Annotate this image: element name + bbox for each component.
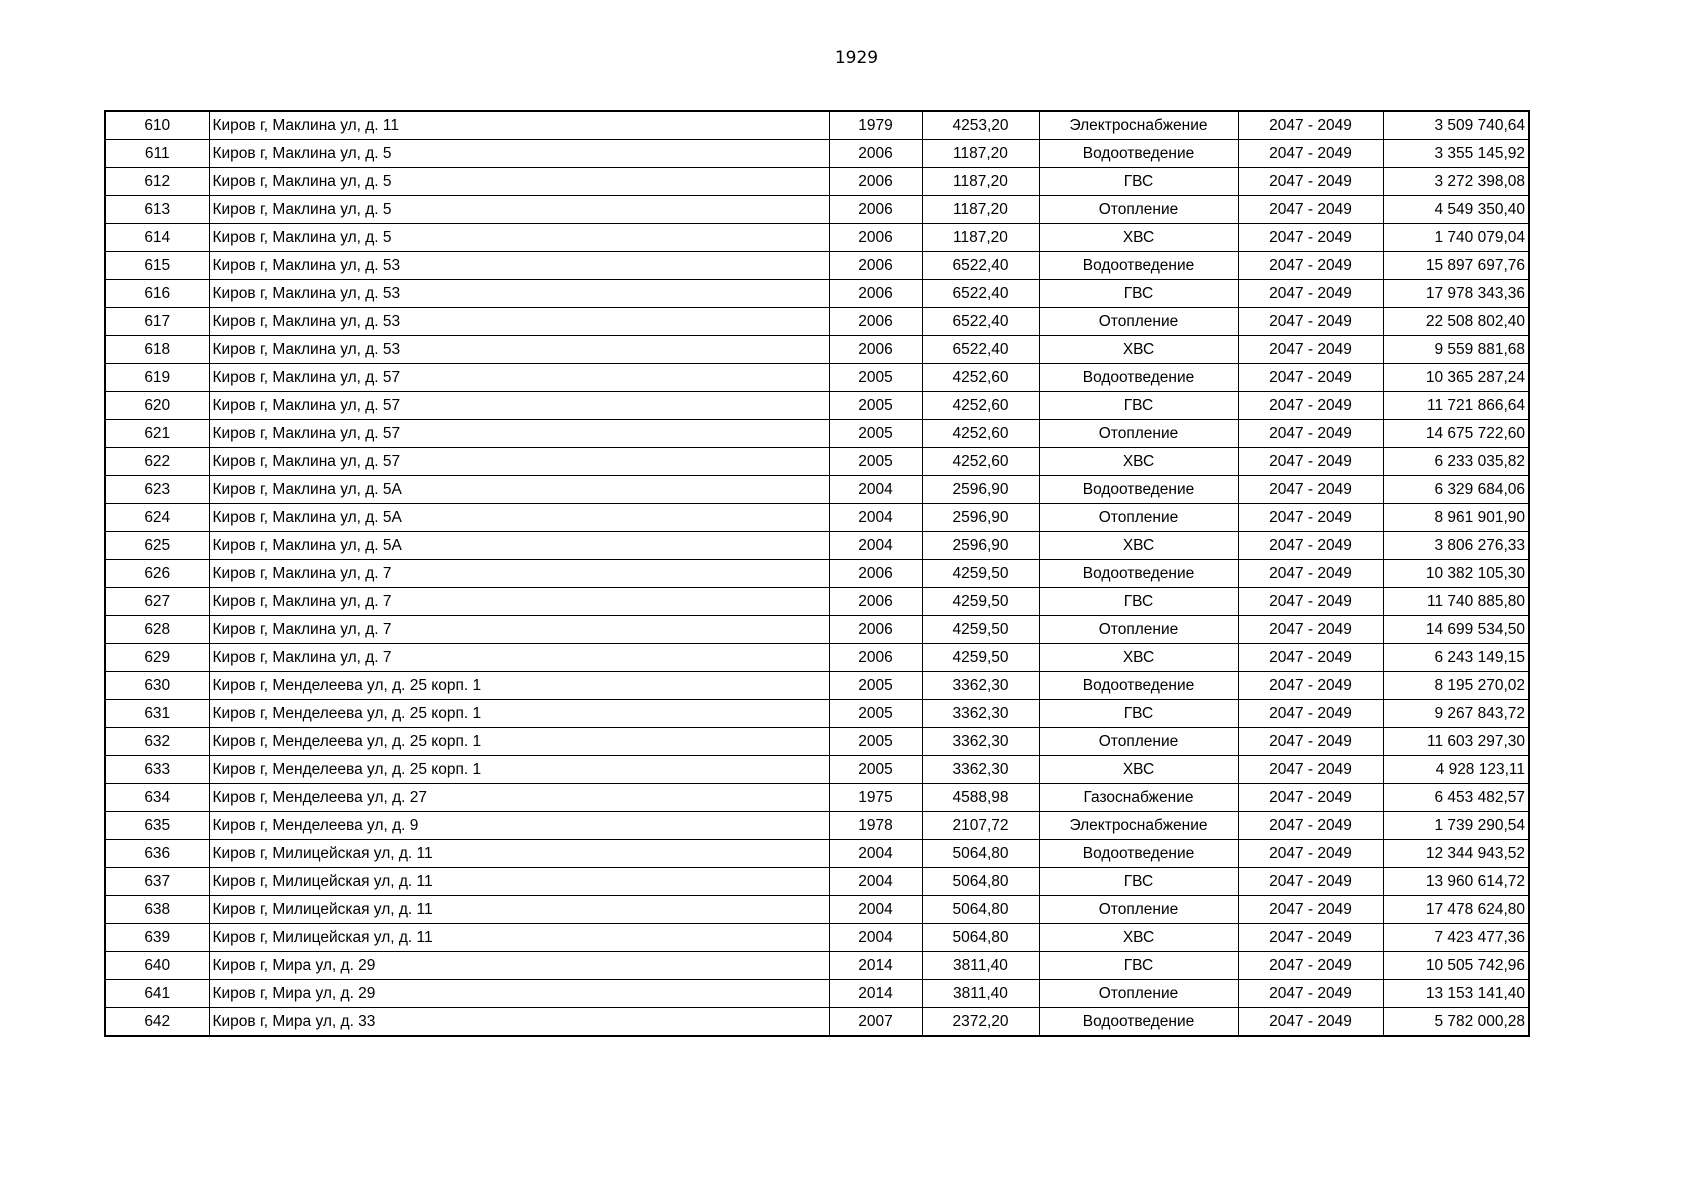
cost-cell: 5 782 000,28 — [1383, 1008, 1529, 1037]
table-row — [105, 812, 1529, 840]
period-cell: 2047 - 2049 — [1238, 532, 1383, 560]
repair-schedule-table — [104, 110, 1530, 1037]
area-cell: 4259,50 — [922, 644, 1039, 672]
build-year-cell: 2005 — [829, 672, 922, 700]
cost-cell: 6 453 482,57 — [1383, 784, 1529, 812]
cost-cell: 6 329 684,06 — [1383, 476, 1529, 504]
build-year-cell: 2006 — [829, 280, 922, 308]
build-year-cell: 2006 — [829, 308, 922, 336]
table-row — [105, 896, 1529, 924]
cost-cell: 9 267 843,72 — [1383, 700, 1529, 728]
address-cell: Киров г, Маклина ул, д. 57 — [209, 364, 829, 392]
build-year-cell: 2004 — [829, 868, 922, 896]
cost-cell: 17 978 343,36 — [1383, 280, 1529, 308]
area-cell: 2596,90 — [922, 504, 1039, 532]
area-cell: 3362,30 — [922, 700, 1039, 728]
cost-cell: 15 897 697,76 — [1383, 252, 1529, 280]
period-cell: 2047 - 2049 — [1238, 644, 1383, 672]
work-type-cell: Отопление — [1039, 196, 1238, 224]
address-cell: Киров г, Маклина ул, д. 5 — [209, 168, 829, 196]
table-row — [105, 980, 1529, 1008]
table-row — [105, 700, 1529, 728]
row-number-cell: 629 — [105, 644, 209, 672]
address-cell: Киров г, Маклина ул, д. 11 — [209, 111, 829, 140]
area-cell: 5064,80 — [922, 840, 1039, 868]
work-type-cell: Отопление — [1039, 980, 1238, 1008]
row-number-cell: 642 — [105, 1008, 209, 1037]
period-cell: 2047 - 2049 — [1238, 728, 1383, 756]
address-cell: Киров г, Милицейская ул, д. 11 — [209, 868, 829, 896]
area-cell: 4259,50 — [922, 616, 1039, 644]
build-year-cell: 2006 — [829, 336, 922, 364]
area-cell: 6522,40 — [922, 336, 1039, 364]
table-row — [105, 784, 1529, 812]
work-type-cell: Водоотведение — [1039, 252, 1238, 280]
table-row — [105, 420, 1529, 448]
address-cell: Киров г, Менделеева ул, д. 27 — [209, 784, 829, 812]
build-year-cell: 2005 — [829, 700, 922, 728]
area-cell: 5064,80 — [922, 896, 1039, 924]
table-row — [105, 532, 1529, 560]
cost-cell: 3 272 398,08 — [1383, 168, 1529, 196]
address-cell: Киров г, Менделеева ул, д. 9 — [209, 812, 829, 840]
area-cell: 4252,60 — [922, 420, 1039, 448]
work-type-cell: ХВС — [1039, 336, 1238, 364]
address-cell: Киров г, Маклина ул, д. 5А — [209, 504, 829, 532]
address-cell: Киров г, Менделеева ул, д. 25 корп. 1 — [209, 728, 829, 756]
row-number-cell: 616 — [105, 280, 209, 308]
build-year-cell: 2004 — [829, 532, 922, 560]
cost-cell: 13 153 141,40 — [1383, 980, 1529, 1008]
area-cell: 4253,20 — [922, 111, 1039, 140]
cost-cell: 4 549 350,40 — [1383, 196, 1529, 224]
row-number-cell: 626 — [105, 560, 209, 588]
area-cell: 6522,40 — [922, 308, 1039, 336]
area-cell: 5064,80 — [922, 924, 1039, 952]
area-cell: 1187,20 — [922, 140, 1039, 168]
cost-cell: 17 478 624,80 — [1383, 896, 1529, 924]
cost-cell: 3 355 145,92 — [1383, 140, 1529, 168]
table-row — [105, 588, 1529, 616]
area-cell: 1187,20 — [922, 224, 1039, 252]
area-cell: 5064,80 — [922, 868, 1039, 896]
build-year-cell: 2006 — [829, 252, 922, 280]
cost-cell: 3 806 276,33 — [1383, 532, 1529, 560]
address-cell: Киров г, Милицейская ул, д. 11 — [209, 924, 829, 952]
build-year-cell: 2006 — [829, 560, 922, 588]
period-cell: 2047 - 2049 — [1238, 756, 1383, 784]
table-row — [105, 196, 1529, 224]
address-cell: Киров г, Маклина ул, д. 5 — [209, 224, 829, 252]
row-number-cell: 633 — [105, 756, 209, 784]
work-type-cell: ГВС — [1039, 952, 1238, 980]
work-type-cell: ХВС — [1039, 924, 1238, 952]
period-cell: 2047 - 2049 — [1238, 896, 1383, 924]
build-year-cell: 1979 — [829, 111, 922, 140]
work-type-cell: Водоотведение — [1039, 140, 1238, 168]
cost-cell: 9 559 881,68 — [1383, 336, 1529, 364]
row-number-cell: 628 — [105, 616, 209, 644]
area-cell: 3362,30 — [922, 672, 1039, 700]
period-cell: 2047 - 2049 — [1238, 560, 1383, 588]
row-number-cell: 638 — [105, 896, 209, 924]
row-number-cell: 641 — [105, 980, 209, 1008]
cost-cell: 10 365 287,24 — [1383, 364, 1529, 392]
work-type-cell: Электроснабжение — [1039, 111, 1238, 140]
table-row — [105, 672, 1529, 700]
work-type-cell: ХВС — [1039, 532, 1238, 560]
area-cell: 4252,60 — [922, 392, 1039, 420]
row-number-cell: 612 — [105, 168, 209, 196]
work-type-cell: Отопление — [1039, 420, 1238, 448]
cost-cell: 3 509 740,64 — [1383, 111, 1529, 140]
table-row — [105, 952, 1529, 980]
build-year-cell: 1978 — [829, 812, 922, 840]
table-body — [105, 111, 1529, 1036]
cost-cell: 6 233 035,82 — [1383, 448, 1529, 476]
period-cell: 2047 - 2049 — [1238, 980, 1383, 1008]
table-row — [105, 448, 1529, 476]
table-row — [105, 111, 1529, 140]
address-cell: Киров г, Маклина ул, д. 57 — [209, 420, 829, 448]
address-cell: Киров г, Маклина ул, д. 5 — [209, 196, 829, 224]
work-type-cell: ГВС — [1039, 168, 1238, 196]
area-cell: 3362,30 — [922, 756, 1039, 784]
period-cell: 2047 - 2049 — [1238, 812, 1383, 840]
table-row — [105, 504, 1529, 532]
area-cell: 3811,40 — [922, 980, 1039, 1008]
cost-cell: 8 195 270,02 — [1383, 672, 1529, 700]
period-cell: 2047 - 2049 — [1238, 840, 1383, 868]
area-cell: 4252,60 — [922, 364, 1039, 392]
area-cell: 4252,60 — [922, 448, 1039, 476]
build-year-cell: 2006 — [829, 168, 922, 196]
address-cell: Киров г, Маклина ул, д. 57 — [209, 392, 829, 420]
work-type-cell: Отопление — [1039, 728, 1238, 756]
address-cell: Киров г, Маклина ул, д. 7 — [209, 616, 829, 644]
period-cell: 2047 - 2049 — [1238, 924, 1383, 952]
work-type-cell: ХВС — [1039, 448, 1238, 476]
table-row — [105, 840, 1529, 868]
period-cell: 2047 - 2049 — [1238, 252, 1383, 280]
period-cell: 2047 - 2049 — [1238, 308, 1383, 336]
row-number-cell: 640 — [105, 952, 209, 980]
row-number-cell: 630 — [105, 672, 209, 700]
period-cell: 2047 - 2049 — [1238, 364, 1383, 392]
work-type-cell: Отопление — [1039, 308, 1238, 336]
table-row — [105, 280, 1529, 308]
table-row — [105, 252, 1529, 280]
work-type-cell: ГВС — [1039, 868, 1238, 896]
table-row — [105, 364, 1529, 392]
address-cell: Киров г, Менделеева ул, д. 25 корп. 1 — [209, 672, 829, 700]
row-number-cell: 613 — [105, 196, 209, 224]
period-cell: 2047 - 2049 — [1238, 224, 1383, 252]
row-number-cell: 611 — [105, 140, 209, 168]
row-number-cell: 610 — [105, 111, 209, 140]
area-cell: 4259,50 — [922, 588, 1039, 616]
period-cell: 2047 - 2049 — [1238, 476, 1383, 504]
area-cell: 1187,20 — [922, 196, 1039, 224]
build-year-cell: 2006 — [829, 224, 922, 252]
cost-cell: 14 675 722,60 — [1383, 420, 1529, 448]
table-row — [105, 756, 1529, 784]
cost-cell: 11 740 885,80 — [1383, 588, 1529, 616]
build-year-cell: 2006 — [829, 196, 922, 224]
address-cell: Киров г, Маклина ул, д. 7 — [209, 644, 829, 672]
cost-cell: 1 740 079,04 — [1383, 224, 1529, 252]
cost-cell: 1 739 290,54 — [1383, 812, 1529, 840]
address-cell: Киров г, Менделеева ул, д. 25 корп. 1 — [209, 756, 829, 784]
area-cell: 2372,20 — [922, 1008, 1039, 1037]
build-year-cell: 2004 — [829, 924, 922, 952]
address-cell: Киров г, Маклина ул, д. 7 — [209, 560, 829, 588]
period-cell: 2047 - 2049 — [1238, 448, 1383, 476]
period-cell: 2047 - 2049 — [1238, 700, 1383, 728]
address-cell: Киров г, Маклина ул, д. 53 — [209, 280, 829, 308]
address-cell: Киров г, Милицейская ул, д. 11 — [209, 896, 829, 924]
build-year-cell: 2005 — [829, 728, 922, 756]
address-cell: Киров г, Мира ул, д. 33 — [209, 1008, 829, 1037]
work-type-cell: Водоотведение — [1039, 476, 1238, 504]
row-number-cell: 622 — [105, 448, 209, 476]
build-year-cell: 2004 — [829, 896, 922, 924]
period-cell: 2047 - 2049 — [1238, 140, 1383, 168]
table-row — [105, 224, 1529, 252]
table-row — [105, 868, 1529, 896]
cost-cell: 12 344 943,52 — [1383, 840, 1529, 868]
cost-cell: 11 603 297,30 — [1383, 728, 1529, 756]
row-number-cell: 623 — [105, 476, 209, 504]
period-cell: 2047 - 2049 — [1238, 616, 1383, 644]
build-year-cell: 2005 — [829, 448, 922, 476]
row-number-cell: 634 — [105, 784, 209, 812]
build-year-cell: 2014 — [829, 952, 922, 980]
address-cell: Киров г, Мира ул, д. 29 — [209, 952, 829, 980]
row-number-cell: 635 — [105, 812, 209, 840]
area-cell: 1187,20 — [922, 168, 1039, 196]
period-cell: 2047 - 2049 — [1238, 168, 1383, 196]
row-number-cell: 624 — [105, 504, 209, 532]
row-number-cell: 621 — [105, 420, 209, 448]
period-cell: 2047 - 2049 — [1238, 280, 1383, 308]
address-cell: Киров г, Маклина ул, д. 53 — [209, 336, 829, 364]
work-type-cell: ГВС — [1039, 392, 1238, 420]
work-type-cell: Отопление — [1039, 896, 1238, 924]
build-year-cell: 2006 — [829, 588, 922, 616]
cost-cell: 13 960 614,72 — [1383, 868, 1529, 896]
area-cell: 3362,30 — [922, 728, 1039, 756]
build-year-cell: 2007 — [829, 1008, 922, 1037]
area-cell: 2107,72 — [922, 812, 1039, 840]
period-cell: 2047 - 2049 — [1238, 672, 1383, 700]
row-number-cell: 614 — [105, 224, 209, 252]
area-cell: 6522,40 — [922, 252, 1039, 280]
build-year-cell: 2005 — [829, 364, 922, 392]
work-type-cell: Водоотведение — [1039, 560, 1238, 588]
table-row — [105, 616, 1529, 644]
build-year-cell: 1975 — [829, 784, 922, 812]
cost-cell: 7 423 477,36 — [1383, 924, 1529, 952]
work-type-cell: Отопление — [1039, 616, 1238, 644]
area-cell: 2596,90 — [922, 476, 1039, 504]
period-cell: 2047 - 2049 — [1238, 952, 1383, 980]
table-row — [105, 1008, 1529, 1037]
period-cell: 2047 - 2049 — [1238, 1008, 1383, 1037]
period-cell: 2047 - 2049 — [1238, 111, 1383, 140]
cost-cell: 6 243 149,15 — [1383, 644, 1529, 672]
address-cell: Киров г, Менделеева ул, д. 25 корп. 1 — [209, 700, 829, 728]
build-year-cell: 2014 — [829, 980, 922, 1008]
row-number-cell: 619 — [105, 364, 209, 392]
row-number-cell: 637 — [105, 868, 209, 896]
work-type-cell: ГВС — [1039, 588, 1238, 616]
period-cell: 2047 - 2049 — [1238, 868, 1383, 896]
table-row — [105, 308, 1529, 336]
build-year-cell: 2004 — [829, 476, 922, 504]
address-cell: Киров г, Маклина ул, д. 5 — [209, 140, 829, 168]
work-type-cell: ХВС — [1039, 756, 1238, 784]
period-cell: 2047 - 2049 — [1238, 196, 1383, 224]
work-type-cell: ХВС — [1039, 224, 1238, 252]
work-type-cell: Водоотведение — [1039, 840, 1238, 868]
address-cell: Киров г, Мира ул, д. 29 — [209, 980, 829, 1008]
address-cell: Киров г, Маклина ул, д. 53 — [209, 308, 829, 336]
address-cell: Киров г, Милицейская ул, д. 11 — [209, 840, 829, 868]
period-cell: 2047 - 2049 — [1238, 420, 1383, 448]
cost-cell: 10 505 742,96 — [1383, 952, 1529, 980]
work-type-cell: Водоотведение — [1039, 672, 1238, 700]
row-number-cell: 639 — [105, 924, 209, 952]
address-cell: Киров г, Маклина ул, д. 53 — [209, 252, 829, 280]
address-cell: Киров г, Маклина ул, д. 7 — [209, 588, 829, 616]
build-year-cell: 2004 — [829, 504, 922, 532]
period-cell: 2047 - 2049 — [1238, 504, 1383, 532]
cost-cell: 10 382 105,30 — [1383, 560, 1529, 588]
row-number-cell: 631 — [105, 700, 209, 728]
address-cell: Киров г, Маклина ул, д. 5А — [209, 532, 829, 560]
build-year-cell: 2006 — [829, 644, 922, 672]
build-year-cell: 2004 — [829, 840, 922, 868]
address-cell: Киров г, Маклина ул, д. 5А — [209, 476, 829, 504]
area-cell: 6522,40 — [922, 280, 1039, 308]
table-row — [105, 336, 1529, 364]
row-number-cell: 618 — [105, 336, 209, 364]
row-number-cell: 632 — [105, 728, 209, 756]
build-year-cell: 2005 — [829, 420, 922, 448]
work-type-cell: Водоотведение — [1039, 364, 1238, 392]
row-number-cell: 636 — [105, 840, 209, 868]
build-year-cell: 2006 — [829, 616, 922, 644]
table-row — [105, 140, 1529, 168]
area-cell: 3811,40 — [922, 952, 1039, 980]
work-type-cell: ГВС — [1039, 700, 1238, 728]
area-cell: 4259,50 — [922, 560, 1039, 588]
build-year-cell: 2005 — [829, 392, 922, 420]
area-cell: 2596,90 — [922, 532, 1039, 560]
period-cell: 2047 - 2049 — [1238, 392, 1383, 420]
work-type-cell: Водоотведение — [1039, 1008, 1238, 1037]
row-number-cell: 627 — [105, 588, 209, 616]
row-number-cell: 620 — [105, 392, 209, 420]
table-row — [105, 924, 1529, 952]
period-cell: 2047 - 2049 — [1238, 784, 1383, 812]
period-cell: 2047 - 2049 — [1238, 336, 1383, 364]
area-cell: 4588,98 — [922, 784, 1039, 812]
table-row — [105, 168, 1529, 196]
address-cell: Киров г, Маклина ул, д. 57 — [209, 448, 829, 476]
table-row — [105, 728, 1529, 756]
work-type-cell: ГВС — [1039, 280, 1238, 308]
row-number-cell: 625 — [105, 532, 209, 560]
row-number-cell: 617 — [105, 308, 209, 336]
table-row — [105, 476, 1529, 504]
period-cell: 2047 - 2049 — [1238, 588, 1383, 616]
work-type-cell: Отопление — [1039, 504, 1238, 532]
work-type-cell: ХВС — [1039, 644, 1238, 672]
table-row — [105, 392, 1529, 420]
table-row — [105, 644, 1529, 672]
cost-cell: 11 721 866,64 — [1383, 392, 1529, 420]
cost-cell: 4 928 123,11 — [1383, 756, 1529, 784]
cost-cell: 22 508 802,40 — [1383, 308, 1529, 336]
cost-cell: 8 961 901,90 — [1383, 504, 1529, 532]
table-row — [105, 560, 1529, 588]
row-number-cell: 615 — [105, 252, 209, 280]
build-year-cell: 2005 — [829, 756, 922, 784]
work-type-cell: Газоснабжение — [1039, 784, 1238, 812]
cost-cell: 14 699 534,50 — [1383, 616, 1529, 644]
build-year-cell: 2006 — [829, 140, 922, 168]
work-type-cell: Электроснабжение — [1039, 812, 1238, 840]
page-number: 1929 — [834, 48, 879, 68]
